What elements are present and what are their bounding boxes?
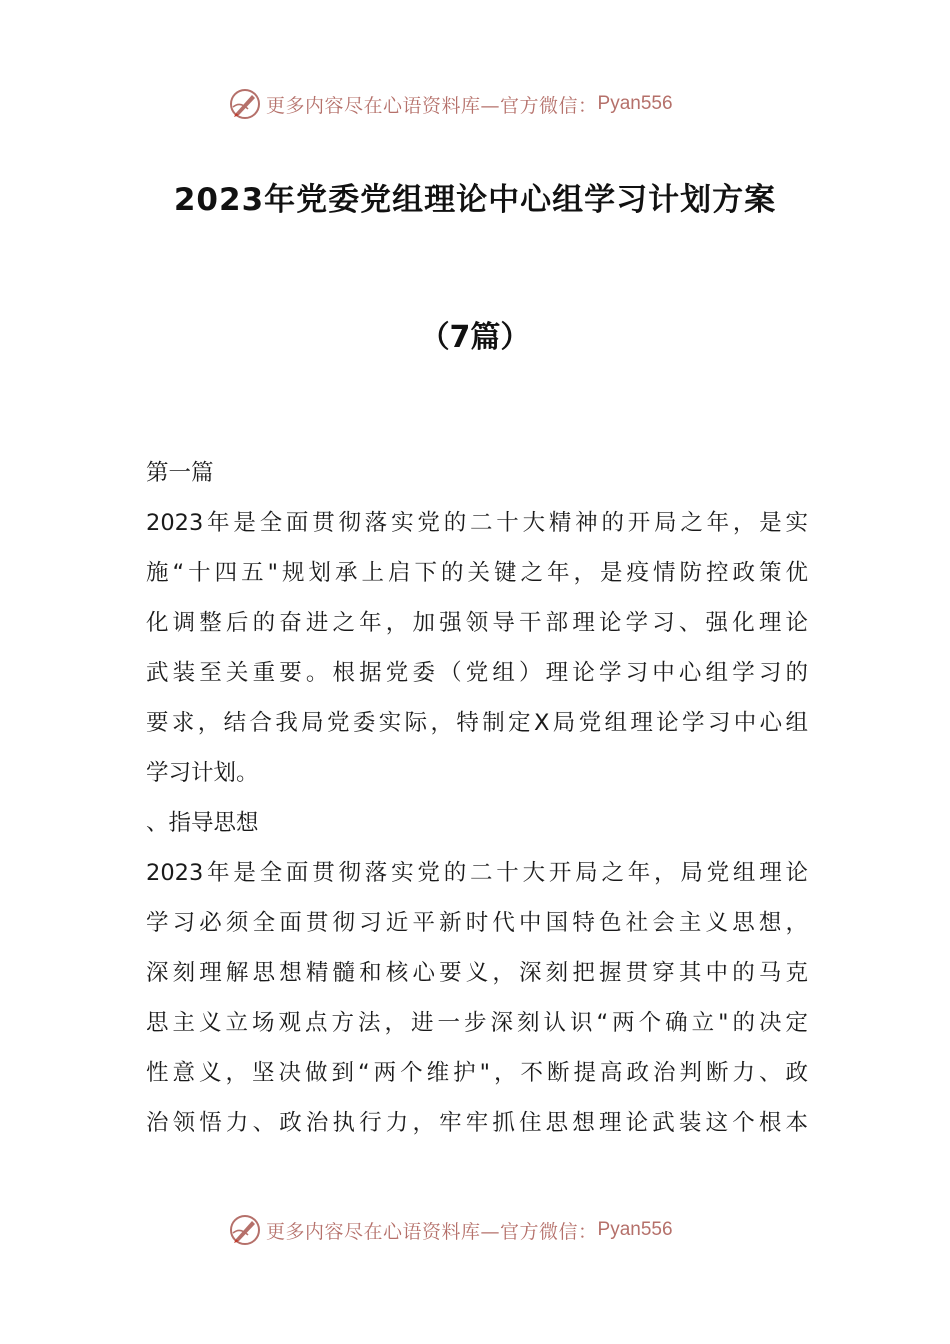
watermark-wechat-id: Pyan556	[597, 93, 673, 114]
body-line: 治领悟力、政治执行力，牢牢抓住思想理论武装这个根本	[146, 1110, 808, 1136]
body-line: 性意义，坚决做到“两个维护"，不断提高政治判断力、政	[146, 1060, 808, 1086]
body-line: 2023年是全面贯彻落实党的二十大开局之年，局党组理论	[146, 860, 808, 886]
body-line: 学习必须全面贯彻习近平新时代中国特色社会主义思想，	[146, 910, 808, 936]
body-line: 武装至关重要。根据党委（党组）理论学习中心组学习的	[146, 660, 808, 686]
document-subtitle: （7篇）	[419, 320, 531, 355]
watermark-text: 更多内容尽在心语资料库—官方微信：	[266, 1220, 598, 1243]
pen-logo-icon	[228, 1213, 262, 1247]
footer-watermark	[228, 1210, 673, 1250]
body-line: 施“十四五"规划承上启下的关键之年，是疫情防控政策优	[146, 560, 808, 586]
body-line: 深刻理解思想精髓和核心要义，深刻把握贯穿其中的马克	[146, 960, 808, 986]
body-line: 要求，结合我局党委实际，特制定X局党组理论学习中心组	[146, 710, 808, 736]
body-line: 思主义立场观点方法，进一步深刻认识“两个确立"的决定	[146, 1010, 808, 1036]
document-body	[146, 448, 808, 1148]
watermark-text: 更多内容尽在心语资料库—官方微信：	[266, 94, 598, 117]
section-heading: 第一篇	[146, 460, 214, 486]
body-line: 学习计划。	[146, 760, 259, 786]
section-heading: 、指导思想	[146, 810, 259, 836]
header-watermark	[228, 84, 673, 124]
document-title: 2023年党委党组理论中心组学习计划方案	[173, 182, 777, 218]
pen-logo-icon	[228, 87, 262, 121]
body-line: 2023年是全面贯彻落实党的二十大精神的开局之年，是实	[146, 510, 808, 536]
watermark-wechat-id: Pyan556	[597, 1219, 673, 1240]
body-line: 化调整后的奋进之年，加强领导干部理论学习、强化理论	[146, 610, 808, 636]
